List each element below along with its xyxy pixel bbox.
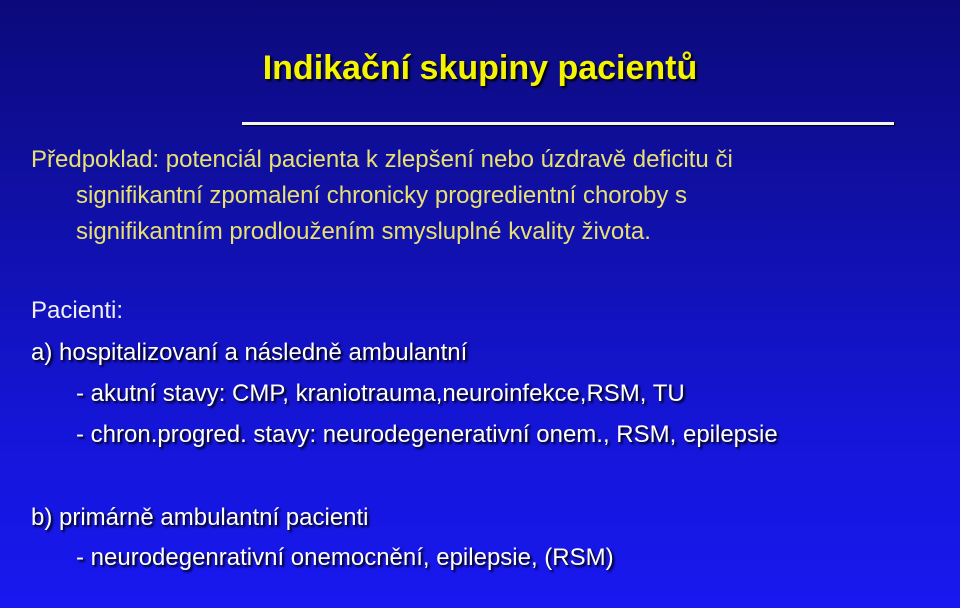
patients-heading: Pacienti: [31, 297, 124, 324]
group-b-label: b) primárně ambulantní pacienti [31, 504, 369, 531]
title-underline [242, 122, 894, 125]
assumption-line-3: signifikantním prodloužením smysluplné kvality života. [76, 218, 651, 245]
assumption-line-1: Předpoklad: potenciál pacienta k zlepšení nebo úzdravě deficitu či [31, 146, 733, 173]
assumption-line-2: signifikantní zpomalení chronicky progredientní choroby s [76, 182, 687, 209]
slide-title: Indikační skupiny pacientů [262, 49, 698, 87]
group-a-item-chronic: - chron.progred. stavy: neurodegenerativní onem., RSM, epilepsie [76, 421, 778, 448]
group-b-item: - neurodegenrativní onemocnění, epilepsie, (RSM) [76, 544, 614, 571]
group-a-item-acute: - akutní stavy: CMP, kraniotrauma,neuroinfekce,RSM, TU [76, 380, 685, 407]
group-a-label: a) hospitalizovaní a následně ambulantní [31, 339, 468, 366]
